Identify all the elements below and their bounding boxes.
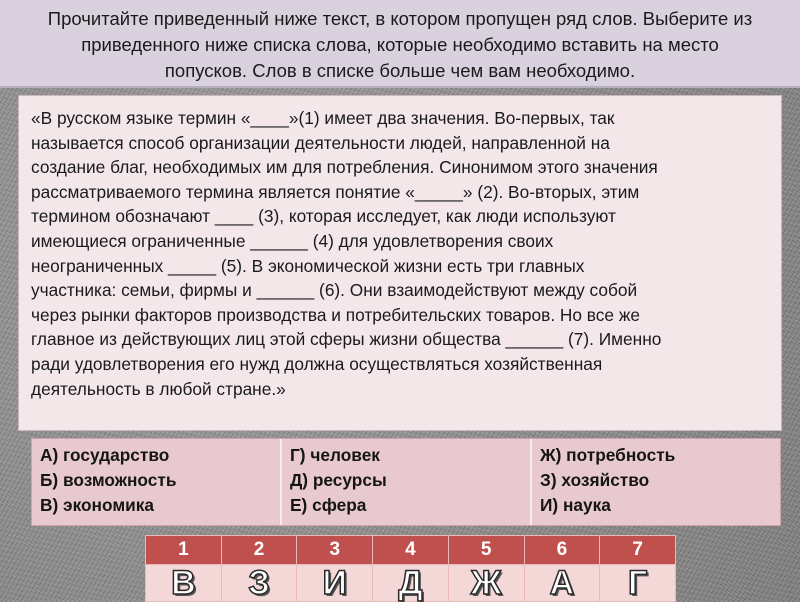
option-item: А) государство — [40, 445, 170, 465]
option-item: З) хозяйство — [540, 470, 650, 490]
instruction-line: приведенного ниже списка слова, которые необходимо вставить на место — [81, 34, 719, 55]
options-column-1 — [32, 439, 282, 525]
answer-number-cell: 7 — [600, 536, 676, 565]
option-item: Б) возможность — [40, 470, 177, 490]
answer-number-row — [146, 536, 676, 565]
option-item: Д) ресурсы — [290, 470, 387, 490]
instruction-text — [0, 0, 800, 88]
passage-line: рассматриваемого термина является понятие «_____» (2). Во-вторых, этим — [31, 181, 640, 202]
answer-letter-cell: Г — [600, 565, 676, 602]
passage-line: называется способ организации деятельности людей, направленной на — [31, 132, 610, 153]
passage-line: ради удовлетворения его нужд должна осуществляться хозяйственная — [31, 353, 603, 374]
answer-letter-cell: И — [297, 565, 373, 602]
passage-line: создание благ, необходимых им для потребления. Синонимом этого значения — [31, 157, 658, 178]
instruction-line: попусков. Слов в списке больше чем вам необходимо. — [164, 60, 636, 81]
answer-number-cell: 3 — [297, 536, 373, 565]
options-column-2 — [282, 439, 532, 525]
options-column-3 — [532, 439, 780, 525]
option-item: Е) сфера — [290, 495, 367, 515]
answer-number-cell: 1 — [146, 536, 222, 565]
passage-text — [19, 96, 781, 430]
passage-line: деятельность в любой стране.» — [31, 378, 286, 399]
answer-number-cell: 6 — [524, 536, 600, 565]
passage-line: через рынки факторов производства и потребительских товаров. Но все же — [31, 304, 641, 325]
passage-line: термином обозначают ____ (3), которая исследует, как люди используют — [31, 206, 616, 227]
option-item: Ж) потребность — [540, 445, 676, 465]
option-item: Г) человек — [290, 445, 380, 465]
passage-line: неограниченных _____ (5). В экономической жизни есть три главных — [31, 255, 585, 276]
passage-line: «В русском языке термин «____»(1) имеет два значения. Во-первых, так — [31, 108, 615, 128]
instruction-line: Прочитайте приведенный ниже текст, в котором пропущен ряд слов. Выберите из — [47, 8, 753, 29]
word-options-table — [31, 438, 781, 526]
option-item: И) наука — [540, 495, 611, 515]
answer-letter-row — [146, 565, 676, 602]
passage-line: главное из действующих лиц этой сферы жизни общества ______ (7). Именно — [31, 329, 662, 350]
option-item: В) экономика — [40, 495, 154, 515]
answer-letter-cell: В — [146, 565, 222, 602]
answer-letter-cell: Д — [373, 565, 449, 602]
answer-letter-cell: З — [221, 565, 297, 602]
passage-line: имеющиеся ограниченные ______ (4) для удовлетворения своих — [31, 230, 554, 251]
answer-number-cell: 5 — [448, 536, 524, 565]
answer-table — [145, 535, 676, 602]
answer-letter-cell: А — [524, 565, 600, 602]
passage-line: участника: семьи, фирмы и ______ (6). Они взаимодействуют между собой — [31, 280, 638, 301]
answer-number-cell: 2 — [221, 536, 297, 565]
answer-number-cell: 4 — [373, 536, 449, 565]
answer-letter-cell: Ж — [448, 565, 524, 602]
